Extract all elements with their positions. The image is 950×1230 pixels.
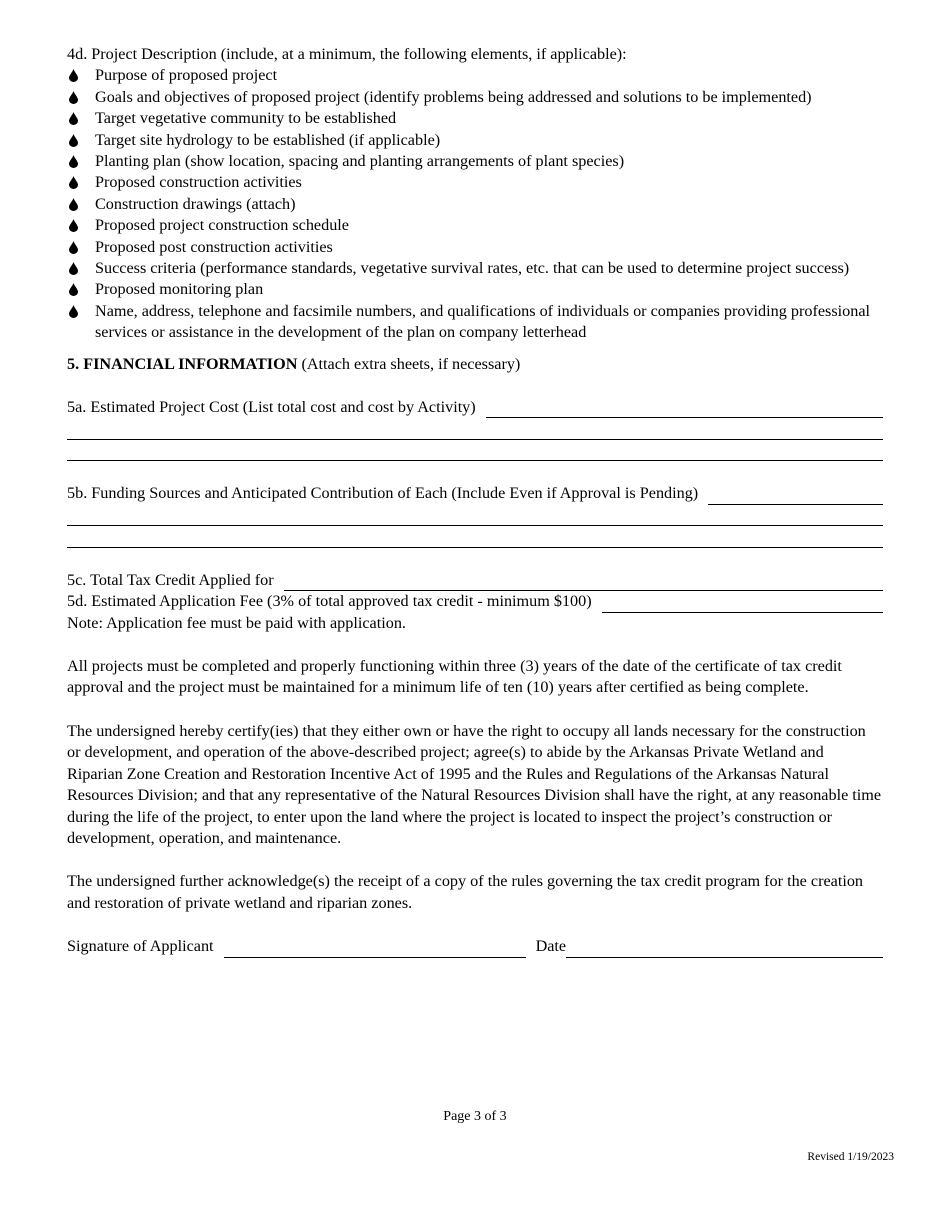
droplet-bullet-icon	[69, 241, 78, 254]
certification-paragraph: The undersigned hereby certify(ies) that they either own or have the right to occupy all lands necessary for the construction or development, and operation of the above-described project; agree(s) to abide by the Arkansas Private Wetland and Riparian Zone Creation and Restoration Incentive Act of 1995 and the Rules and Regulations of the Arkansas Natural Resources Division; and that any representative of the Natural Resources Division shall have the right, at any reasonable time during the life of the project, to enter upon the land where the project is located to inspect the project’s construction or development, operation, and maintenance.	[67, 721, 882, 847]
estimated-project-cost-field[interactable]	[486, 400, 883, 418]
droplet-bullet-icon	[69, 283, 78, 296]
droplet-bullet-icon	[69, 69, 78, 82]
total-tax-credit-label: 5c. Total Tax Credit Applied for	[67, 570, 274, 589]
list-item: Purpose of proposed project	[67, 65, 883, 86]
droplet-bullet-icon	[69, 155, 78, 168]
signature-row	[67, 936, 883, 957]
acknowledgement-paragraph: The undersigned further acknowledge(s) the receipt of a copy of the rules governing the tax credit program for the creation and restoration of private wetland and riparian zones.	[67, 872, 864, 912]
project-description-list	[67, 65, 883, 343]
estimated-project-cost-line-2[interactable]	[67, 418, 883, 440]
droplet-bullet-icon	[69, 305, 78, 318]
total-tax-credit-field[interactable]	[284, 573, 883, 591]
signature-label: Signature of Applicant	[67, 937, 214, 956]
list-item: Success criteria (performance standards, vegetative survival rates, etc. that can be used to determine project success)	[67, 258, 883, 279]
droplet-bullet-icon	[69, 91, 78, 104]
page-number: Page 3 of 3	[443, 1109, 507, 1124]
funding-sources-line-3[interactable]	[67, 526, 883, 548]
droplet-bullet-icon	[69, 262, 78, 275]
funding-sources-field[interactable]	[708, 487, 883, 505]
section-5-heading: 5. FINANCIAL INFORMATION (Attach extra sheets, if necessary)	[67, 354, 521, 373]
section-4d-heading: 4d. Project Description (include, at a minimum, the following elements, if applicable):	[67, 45, 627, 63]
list-item: Planting plan (show location, spacing and planting arrangements of plant species)	[67, 151, 883, 172]
list-item: Goals and objectives of proposed project (identify problems being addressed and solutions to be implemented)	[67, 87, 883, 108]
estimated-project-cost-label: 5a. Estimated Project Cost (List total cost and cost by Activity)	[67, 398, 476, 417]
date-field[interactable]	[566, 940, 883, 958]
list-item: Proposed construction activities	[67, 172, 883, 193]
list-item: Target site hydrology to be established (if applicable)	[67, 130, 883, 151]
droplet-bullet-icon	[69, 219, 78, 232]
list-item: Name, address, telephone and facsimile numbers, and qualifications of individuals or companies providing professional services or assistance in the development of the plan on company letterhead	[67, 301, 883, 344]
form-page	[67, 44, 883, 958]
application-fee-label: 5d. Estimated Application Fee (3% of total approved tax credit - minimum $100)	[67, 592, 592, 611]
estimated-project-cost-row	[67, 397, 883, 418]
droplet-bullet-icon	[69, 134, 78, 147]
droplet-bullet-icon	[69, 112, 78, 125]
list-item: Target vegetative community to be established	[67, 108, 883, 129]
revision-date: Revised 1/19/2023	[807, 1151, 894, 1163]
funding-sources-label: 5b. Funding Sources and Anticipated Contribution of Each (Include Even if Approval is Pending)	[67, 484, 699, 503]
list-item: Construction drawings (attach)	[67, 194, 883, 215]
total-tax-credit-row	[67, 570, 883, 591]
application-fee-note: Note: Application fee must be paid with application.	[67, 613, 406, 632]
completion-paragraph: All projects must be completed and properly functioning within three (3) years of the date of the certificate of tax credit approval and the project must be maintained for a minimum life of ten (10) years after certified as being complete.	[67, 657, 842, 697]
application-fee-field[interactable]	[602, 595, 883, 613]
funding-sources-row	[67, 483, 883, 504]
signature-field[interactable]	[224, 940, 526, 958]
droplet-bullet-icon	[69, 176, 78, 189]
droplet-bullet-icon	[69, 198, 78, 211]
date-label: Date	[535, 937, 567, 956]
list-item: Proposed project construction schedule	[67, 215, 883, 236]
application-fee-row	[67, 591, 883, 612]
list-item: Proposed post construction activities	[67, 237, 883, 258]
estimated-project-cost-line-3[interactable]	[67, 440, 883, 462]
list-item: Proposed monitoring plan	[67, 279, 883, 300]
funding-sources-line-2[interactable]	[67, 505, 883, 527]
